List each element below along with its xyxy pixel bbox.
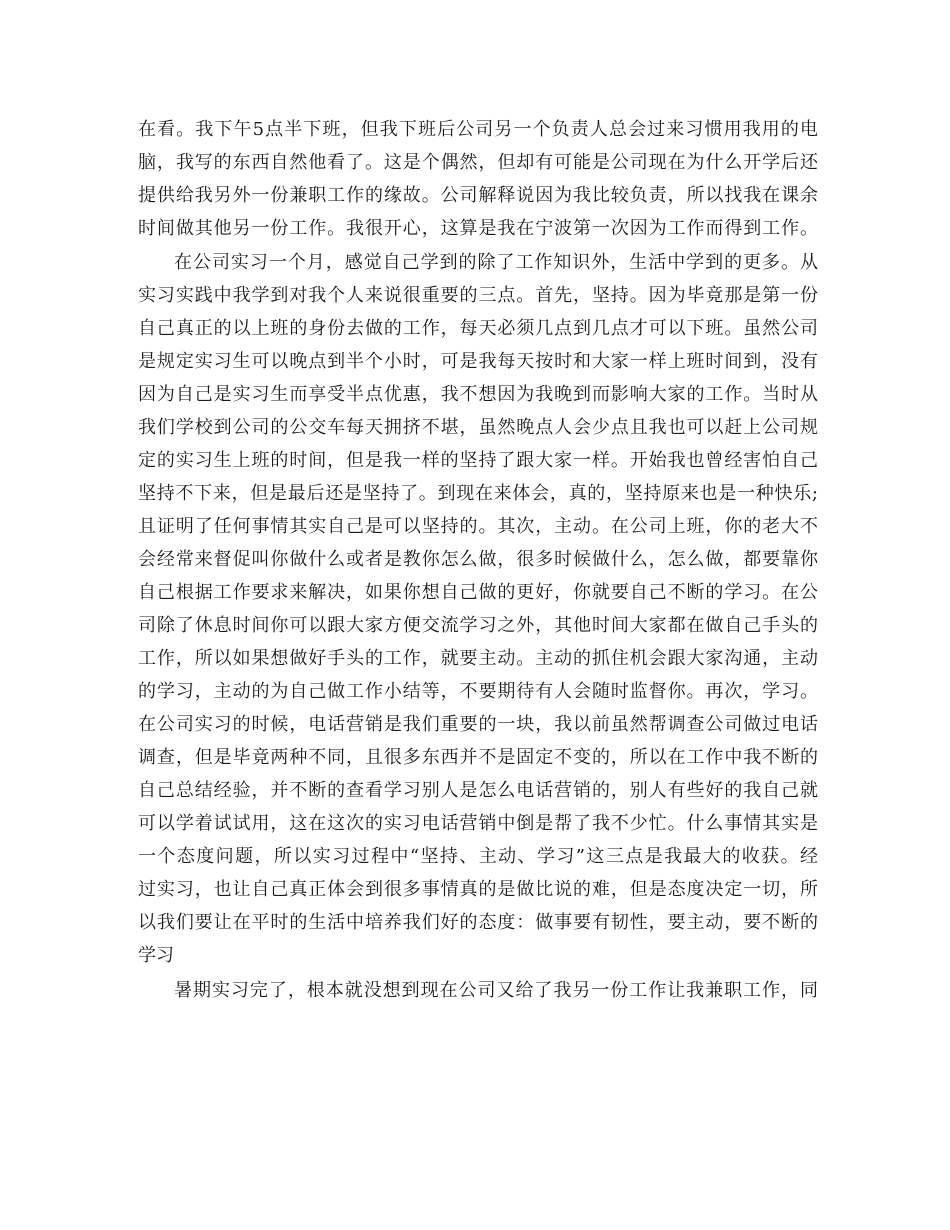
text-line: 在看。我下午5点半下班，但我下班后公司另一个负责人总会过来习惯用我用的电 — [138, 119, 818, 140]
text-line: 的学习，主动的为自己做工作小结等，不要期待有人会随时监督你。再次，学习。 — [138, 681, 818, 702]
text-line: 时间做其他另一份工作。我很开心，这算是我在宁波第一次因为工作而得到工作。 — [138, 218, 818, 239]
text-line: 司除了休息时间你可以跟大家方便交流学习之外，其他时间大家都在做自己手头的 — [138, 615, 818, 636]
text-line: 自己总结经验，并不断的查看学习别人是怎么电话营销的，别人有些好的我自己就 — [138, 780, 818, 801]
text-line: 暑期实习完了，根本就没想到现在公司又给了我另一份工作让我兼职工作，同 — [174, 980, 818, 1001]
text-line: 会经常来督促叫你做什么或者是教你怎么做，很多时候做什么，怎么做，都要靠你 — [138, 549, 818, 570]
text-line: 一个态度问题，所以实习过程中“坚持、主动、学习”这三点是我最大的收获。经 — [138, 846, 818, 867]
text-line: 工作，所以如果想做好手头的工作，就要主动。主动的抓住机会跟大家沟通，主动 — [138, 648, 818, 669]
text-line: 自己根据工作要求来解决，如果你想自己做的更好，你就要自己不断的学习。在公 — [138, 582, 818, 603]
text-line: 在公司实习的时候，电话营销是我们重要的一块，我以前虽然帮调查公司做过电话 — [138, 714, 818, 735]
text-line: 因为自己是实习生而享受半点优惠，我不想因为我晚到而影响大家的工作。当时从 — [138, 384, 818, 405]
text-line: 过实习，也让自己真正体会到很多事情真的是做比说的难，但是态度决定一切，所 — [138, 879, 818, 900]
text-line: 以我们要让在平时的生活中培养我们好的态度：做事要有韧性，要主动，要不断的 — [138, 912, 818, 933]
text-line: 可以学着试试用，这在这次的实习电话营销中倒是帮了我不少忙。什么事情其实是 — [138, 813, 818, 834]
text-line: 实习实践中我学到对我个人来说很重要的三点。首先，坚持。因为毕竟那是第一份 — [138, 285, 818, 306]
text-line: 是规定实习生可以晚点到半个小时，可是我每天按时和大家一样上班时间到，没有 — [138, 351, 818, 372]
text-line: 自己真正的以上班的身份去做的工作，每天必须几点到几点才可以下班。虽然公司 — [138, 318, 818, 339]
text-line: 提供给我另外一份兼职工作的缘故。公司解释说因为我比较负责，所以找我在课余 — [138, 185, 818, 206]
text-line: 我们学校到公司的公交车每天拥挤不堪，虽然晚点人会少点且我也可以赶上公司规 — [138, 417, 818, 438]
text-line: 学习 — [138, 945, 174, 966]
text-line: 调查，但是毕竟两种不同，且很多东西并不是固定不变的，所以在工作中我不断的 — [138, 747, 818, 768]
text-line: 且证明了任何事情其实自己是可以坚持的。其次，主动。在公司上班，你的老大不 — [138, 516, 818, 537]
text-line: 定的实习生上班的时间，但是我一样的坚持了跟大家一样。开始我也曾经害怕自己 — [138, 450, 818, 471]
text-line: 坚持不下来，但是最后还是坚持了。到现在来体会，真的，坚持原来也是一种快乐; — [138, 483, 818, 504]
text-line: 在公司实习一个月，感觉自己学到的除了工作知识外，生活中学到的更多。从 — [174, 252, 818, 273]
text-line: 脑，我写的东西自然他看了。这是个偶然，但却有可能是公司现在为什么开学后还 — [138, 152, 818, 173]
